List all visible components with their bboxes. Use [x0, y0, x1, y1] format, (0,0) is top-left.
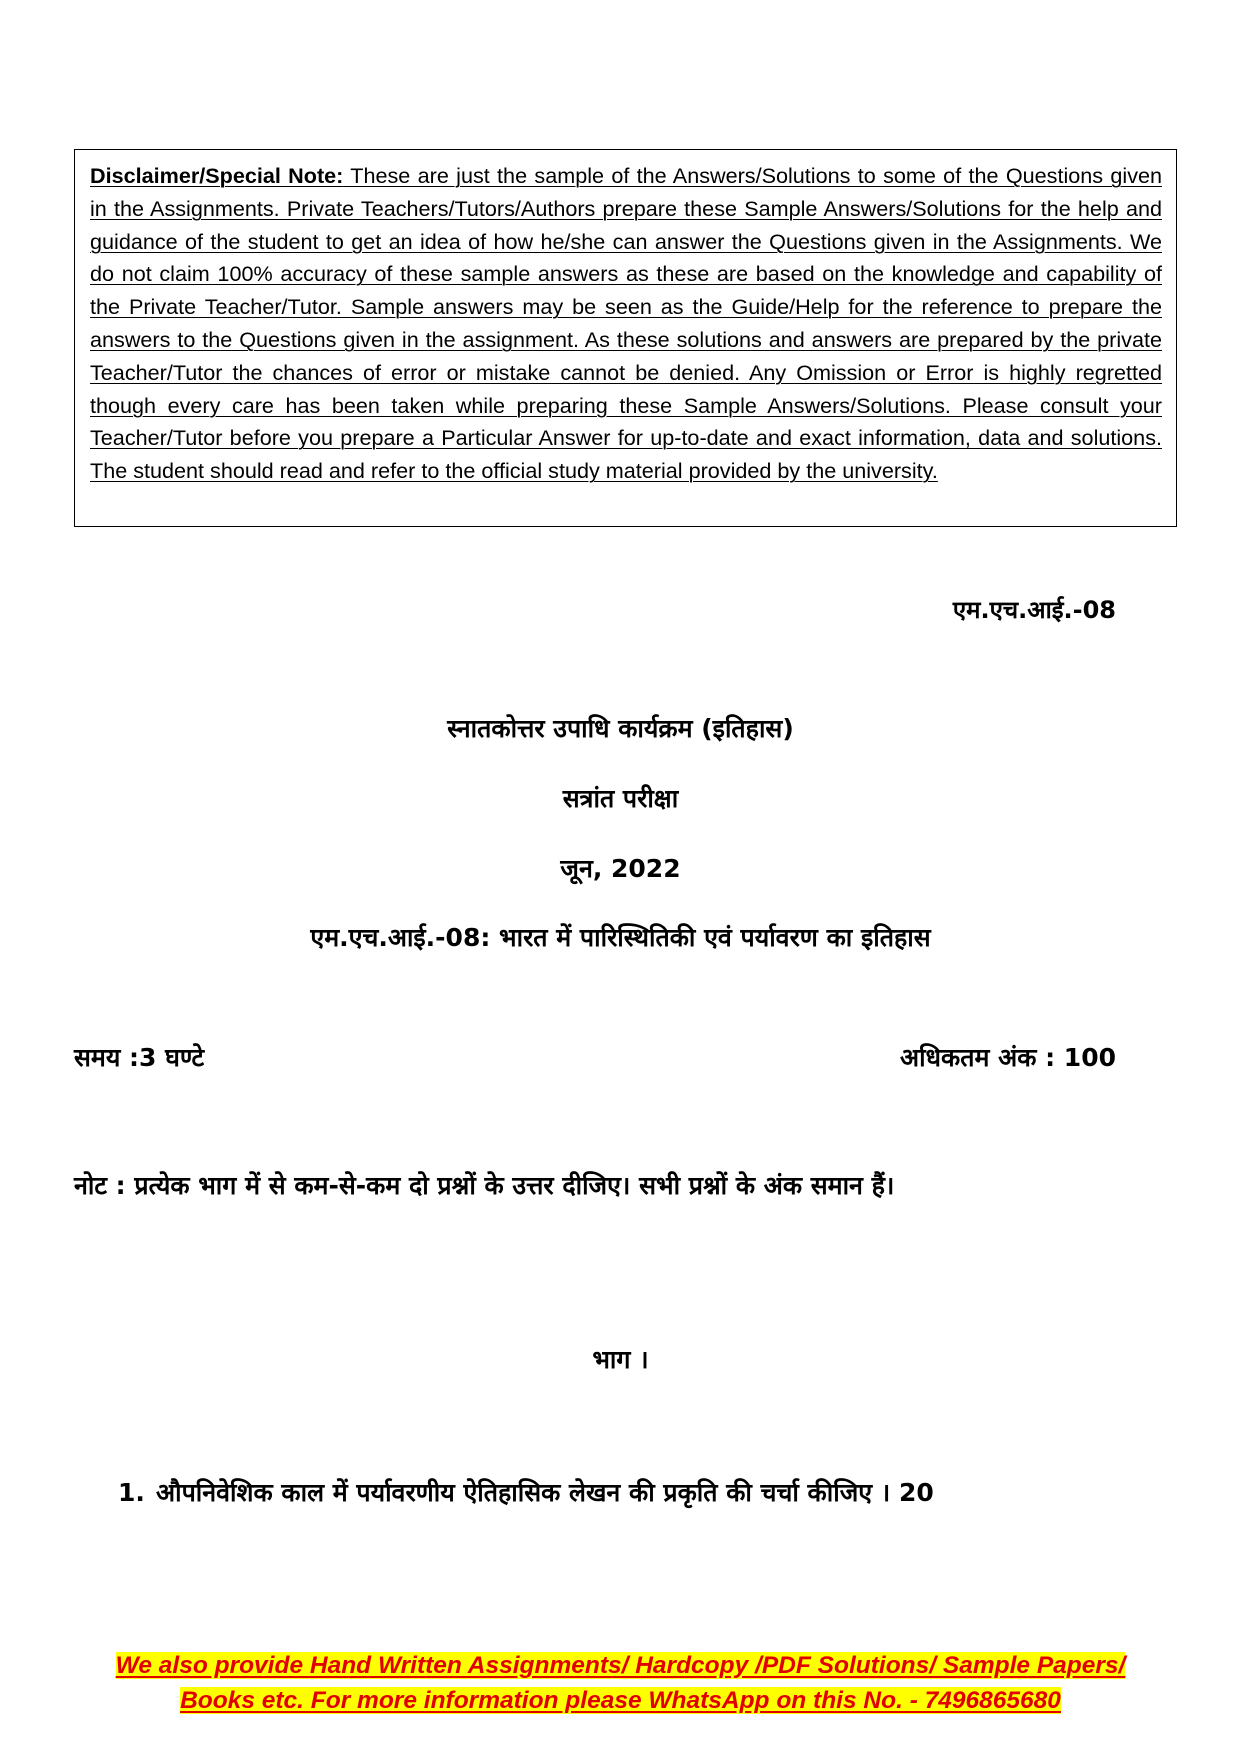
footer-promo: [0, 1648, 1241, 1718]
programme-title: स्नातकोत्तर उपाधि कार्यक्रम (इतिहास): [447, 714, 794, 743]
disclaimer-text: [90, 160, 1162, 488]
question-item: [118, 1464, 1118, 1522]
footer-line-1: We also provide Hand Written Assignments/ Hardcopy /PDF Solutions/ Sample Papers/: [115, 1652, 1126, 1679]
exam-title: सत्रांत परीक्षा: [562, 784, 679, 813]
question-number: 1.: [118, 1478, 145, 1507]
max-marks: अधिकतम अंक : 100: [900, 1043, 1116, 1072]
paper-title: एम.एच.आई.-08: भारत में पारिस्थितिकी एवं पर्यावरण का इतिहास: [310, 923, 931, 952]
section-heading: भाग ।: [592, 1345, 649, 1374]
course-code: एम.एच.आई.-08: [952, 596, 1116, 624]
exam-note: नोट : प्रत्येक भाग में से कम-से-कम दो प्रश्नों के उत्तर दीजिए। सभी प्रश्नों के अंक समान हैं।: [74, 1171, 895, 1200]
footer-line-2: Books etc. For more information please WhatsApp on this No. - 7496865680: [180, 1687, 1061, 1714]
disclaimer-body: These are just the sample of the Answers/Solutions to some of the Questions given in the Assignments. Private Teachers/Tutors/Authors prepare these Sample Answers/Solutions for the help and guidance of the student to get an idea of how he/she can answer the Questions given in the Assignments. We do not claim 100% accuracy of these sample answers as these are based on the knowledge and capability of the Private Teacher/Tutor. Sample answers may be seen as the Guide/Help for the reference to prepare the answers to the Questions given in the assignment. As these solutions and answers are prepared by the private Teacher/Tutor the chances of error or mistake cannot be denied. Any Omission or Error is highly regretted though every care has been taken while preparing these Sample Answers/Solutions. Please consult your Teacher/Tutor before you prepare a Particular Answer for up-to-date and exact information, data and solutions. The student should read and refer to the official study material provided by the university.: [90, 163, 1163, 484]
question-text: औपनिवेशिक काल में पर्यावरणीय ऐतिहासिक लेखन की प्रकृति की चर्चा कीजिए । 20: [156, 1478, 934, 1507]
time-marks-row: [74, 1040, 1116, 1074]
disclaimer-box: [74, 149, 1177, 527]
exam-time: समय :3 घण्टे: [74, 1043, 205, 1072]
disclaimer-label: Disclaimer/Special Note:: [90, 163, 344, 188]
exam-session: जून, 2022: [560, 854, 681, 883]
